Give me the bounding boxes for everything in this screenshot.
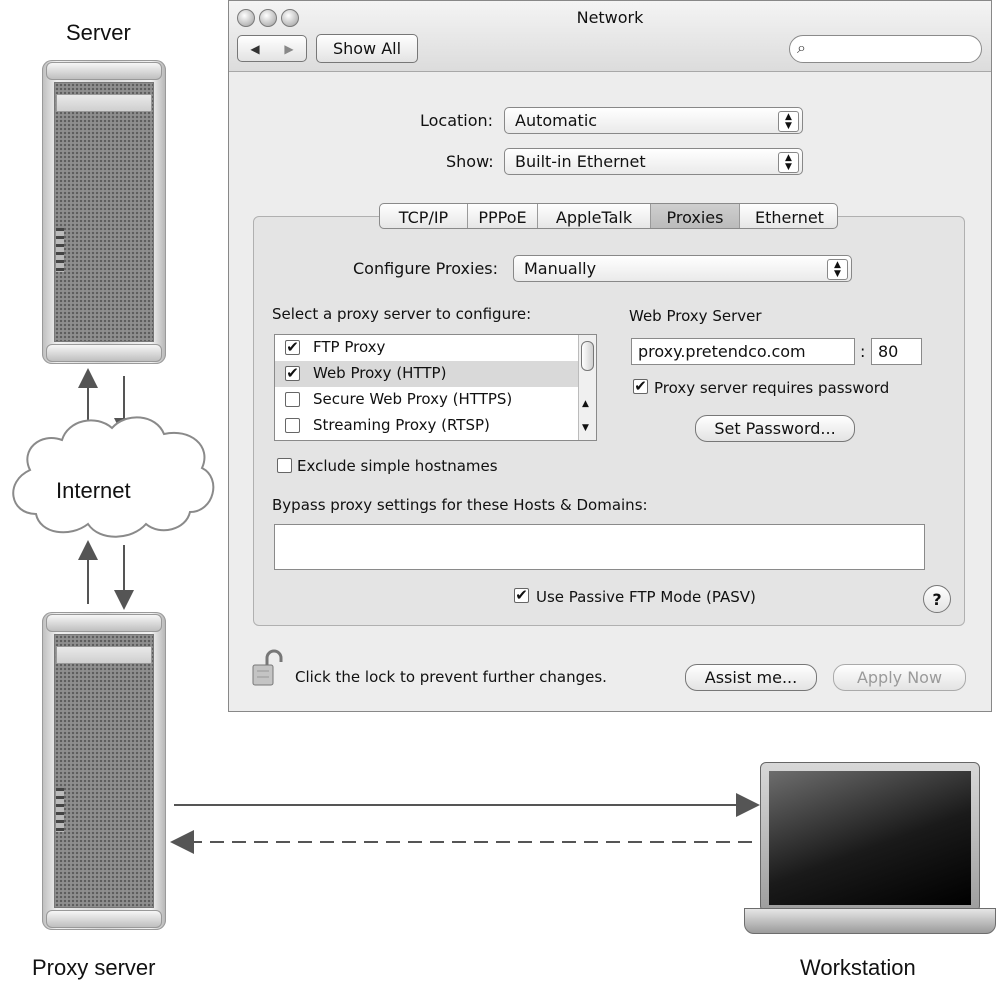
ftp-proxy-label: FTP Proxy — [313, 338, 386, 356]
list-item-streaming-proxy[interactable] — [275, 413, 596, 439]
location-value: Automatic — [515, 111, 598, 130]
location-label: Location: — [420, 111, 494, 130]
internet-label: Internet — [56, 478, 131, 503]
search-field[interactable] — [789, 35, 982, 63]
show-all-button[interactable]: Show All — [316, 34, 418, 63]
show-popup[interactable] — [504, 148, 803, 175]
proxy-list — [274, 334, 597, 441]
passive-ftp-checkbox[interactable]: ✔ — [515, 586, 528, 604]
bypass-hosts-field[interactable] — [274, 524, 925, 570]
secure-web-proxy-label: Secure Web Proxy (HTTPS) — [313, 390, 513, 408]
port-separator: : — [860, 342, 866, 361]
ftp-proxy-checkbox[interactable]: ✔ — [286, 338, 299, 356]
apply-now-button[interactable]: Apply Now — [833, 664, 966, 691]
list-item-web-proxy[interactable] — [275, 361, 596, 387]
show-label: Show: — [446, 152, 494, 171]
workstation-label: Workstation — [800, 955, 916, 980]
back-forward-control[interactable] — [237, 35, 307, 62]
proxy-server-label: Proxy server — [32, 955, 156, 980]
requires-password-label: Proxy server requires password — [654, 379, 890, 397]
streaming-proxy-label: Streaming Proxy (RTSP) — [313, 416, 490, 434]
tab-tcp-ip[interactable]: TCP/IP — [380, 204, 468, 229]
requires-password-checkbox[interactable]: ✔ — [634, 377, 647, 395]
secure-web-proxy-checkbox[interactable] — [285, 392, 300, 407]
location-popup[interactable] — [504, 107, 803, 134]
network-preferences-window — [228, 0, 992, 712]
proxy-workstation-lines — [160, 790, 770, 860]
scroll-thumb[interactable] — [581, 341, 594, 371]
window-title: Network — [576, 8, 644, 27]
show-value: Built-in Ethernet — [515, 152, 646, 171]
popup-arrows-icon: ▲ ▼ — [778, 111, 799, 132]
back-arrow-icon[interactable]: ◀ — [250, 41, 260, 56]
list-item-secure-web-proxy[interactable] — [275, 387, 596, 413]
lock-label: Click the lock to prevent further changes. — [295, 668, 607, 686]
assist-me-button[interactable]: Assist me... — [685, 664, 817, 691]
bypass-label: Bypass proxy settings for these Hosts & Domains: — [272, 496, 648, 514]
popup-arrows-icon: ▲ ▼ — [778, 152, 799, 173]
popup-arrows-icon: ▲ ▼ — [827, 259, 848, 280]
proxy-list-scrollbar[interactable] — [578, 335, 596, 440]
proxy-server-tower-image — [42, 612, 166, 930]
configure-proxies-popup[interactable] — [513, 255, 852, 282]
select-proxy-label: Select a proxy server to configure: — [272, 305, 532, 323]
tab-ethernet[interactable]: Ethernet — [755, 207, 824, 227]
streaming-proxy-checkbox[interactable] — [285, 418, 300, 433]
exclude-hostnames-checkbox[interactable] — [277, 458, 292, 473]
title-bar — [229, 1, 991, 72]
tab-bar — [379, 203, 838, 229]
server-label: Server — [66, 20, 131, 45]
list-item-ftp-proxy[interactable] — [275, 335, 596, 361]
lock-icon[interactable] — [251, 649, 285, 689]
tab-pppoe[interactable]: PPPoE — [468, 204, 538, 229]
port-field[interactable]: 80 — [871, 338, 922, 365]
tab-appletalk[interactable]: AppleTalk — [538, 204, 651, 229]
tab-proxies[interactable]: Proxies — [651, 204, 740, 229]
help-button[interactable]: ? — [923, 585, 951, 613]
exclude-hostnames-label: Exclude simple hostnames — [297, 457, 498, 475]
web-proxy-label: Web Proxy (HTTP) — [313, 364, 447, 382]
web-proxy-checkbox[interactable]: ✔ — [286, 364, 299, 382]
scroll-down-icon[interactable]: ▼ — [582, 423, 589, 433]
passive-ftp-label: Use Passive FTP Mode (PASV) — [536, 588, 756, 606]
configure-proxies-value: Manually — [524, 259, 597, 278]
scroll-up-icon[interactable]: ▲ — [582, 399, 589, 409]
forward-arrow-icon[interactable]: ▶ — [284, 41, 294, 56]
set-password-button[interactable]: Set Password... — [695, 415, 855, 442]
configure-proxies-label: Configure Proxies: — [353, 259, 499, 278]
web-proxy-server-field[interactable]: proxy.pretendco.com — [631, 338, 855, 365]
search-icon: ⌕ — [797, 38, 806, 57]
web-proxy-server-label: Web Proxy Server — [629, 307, 762, 325]
